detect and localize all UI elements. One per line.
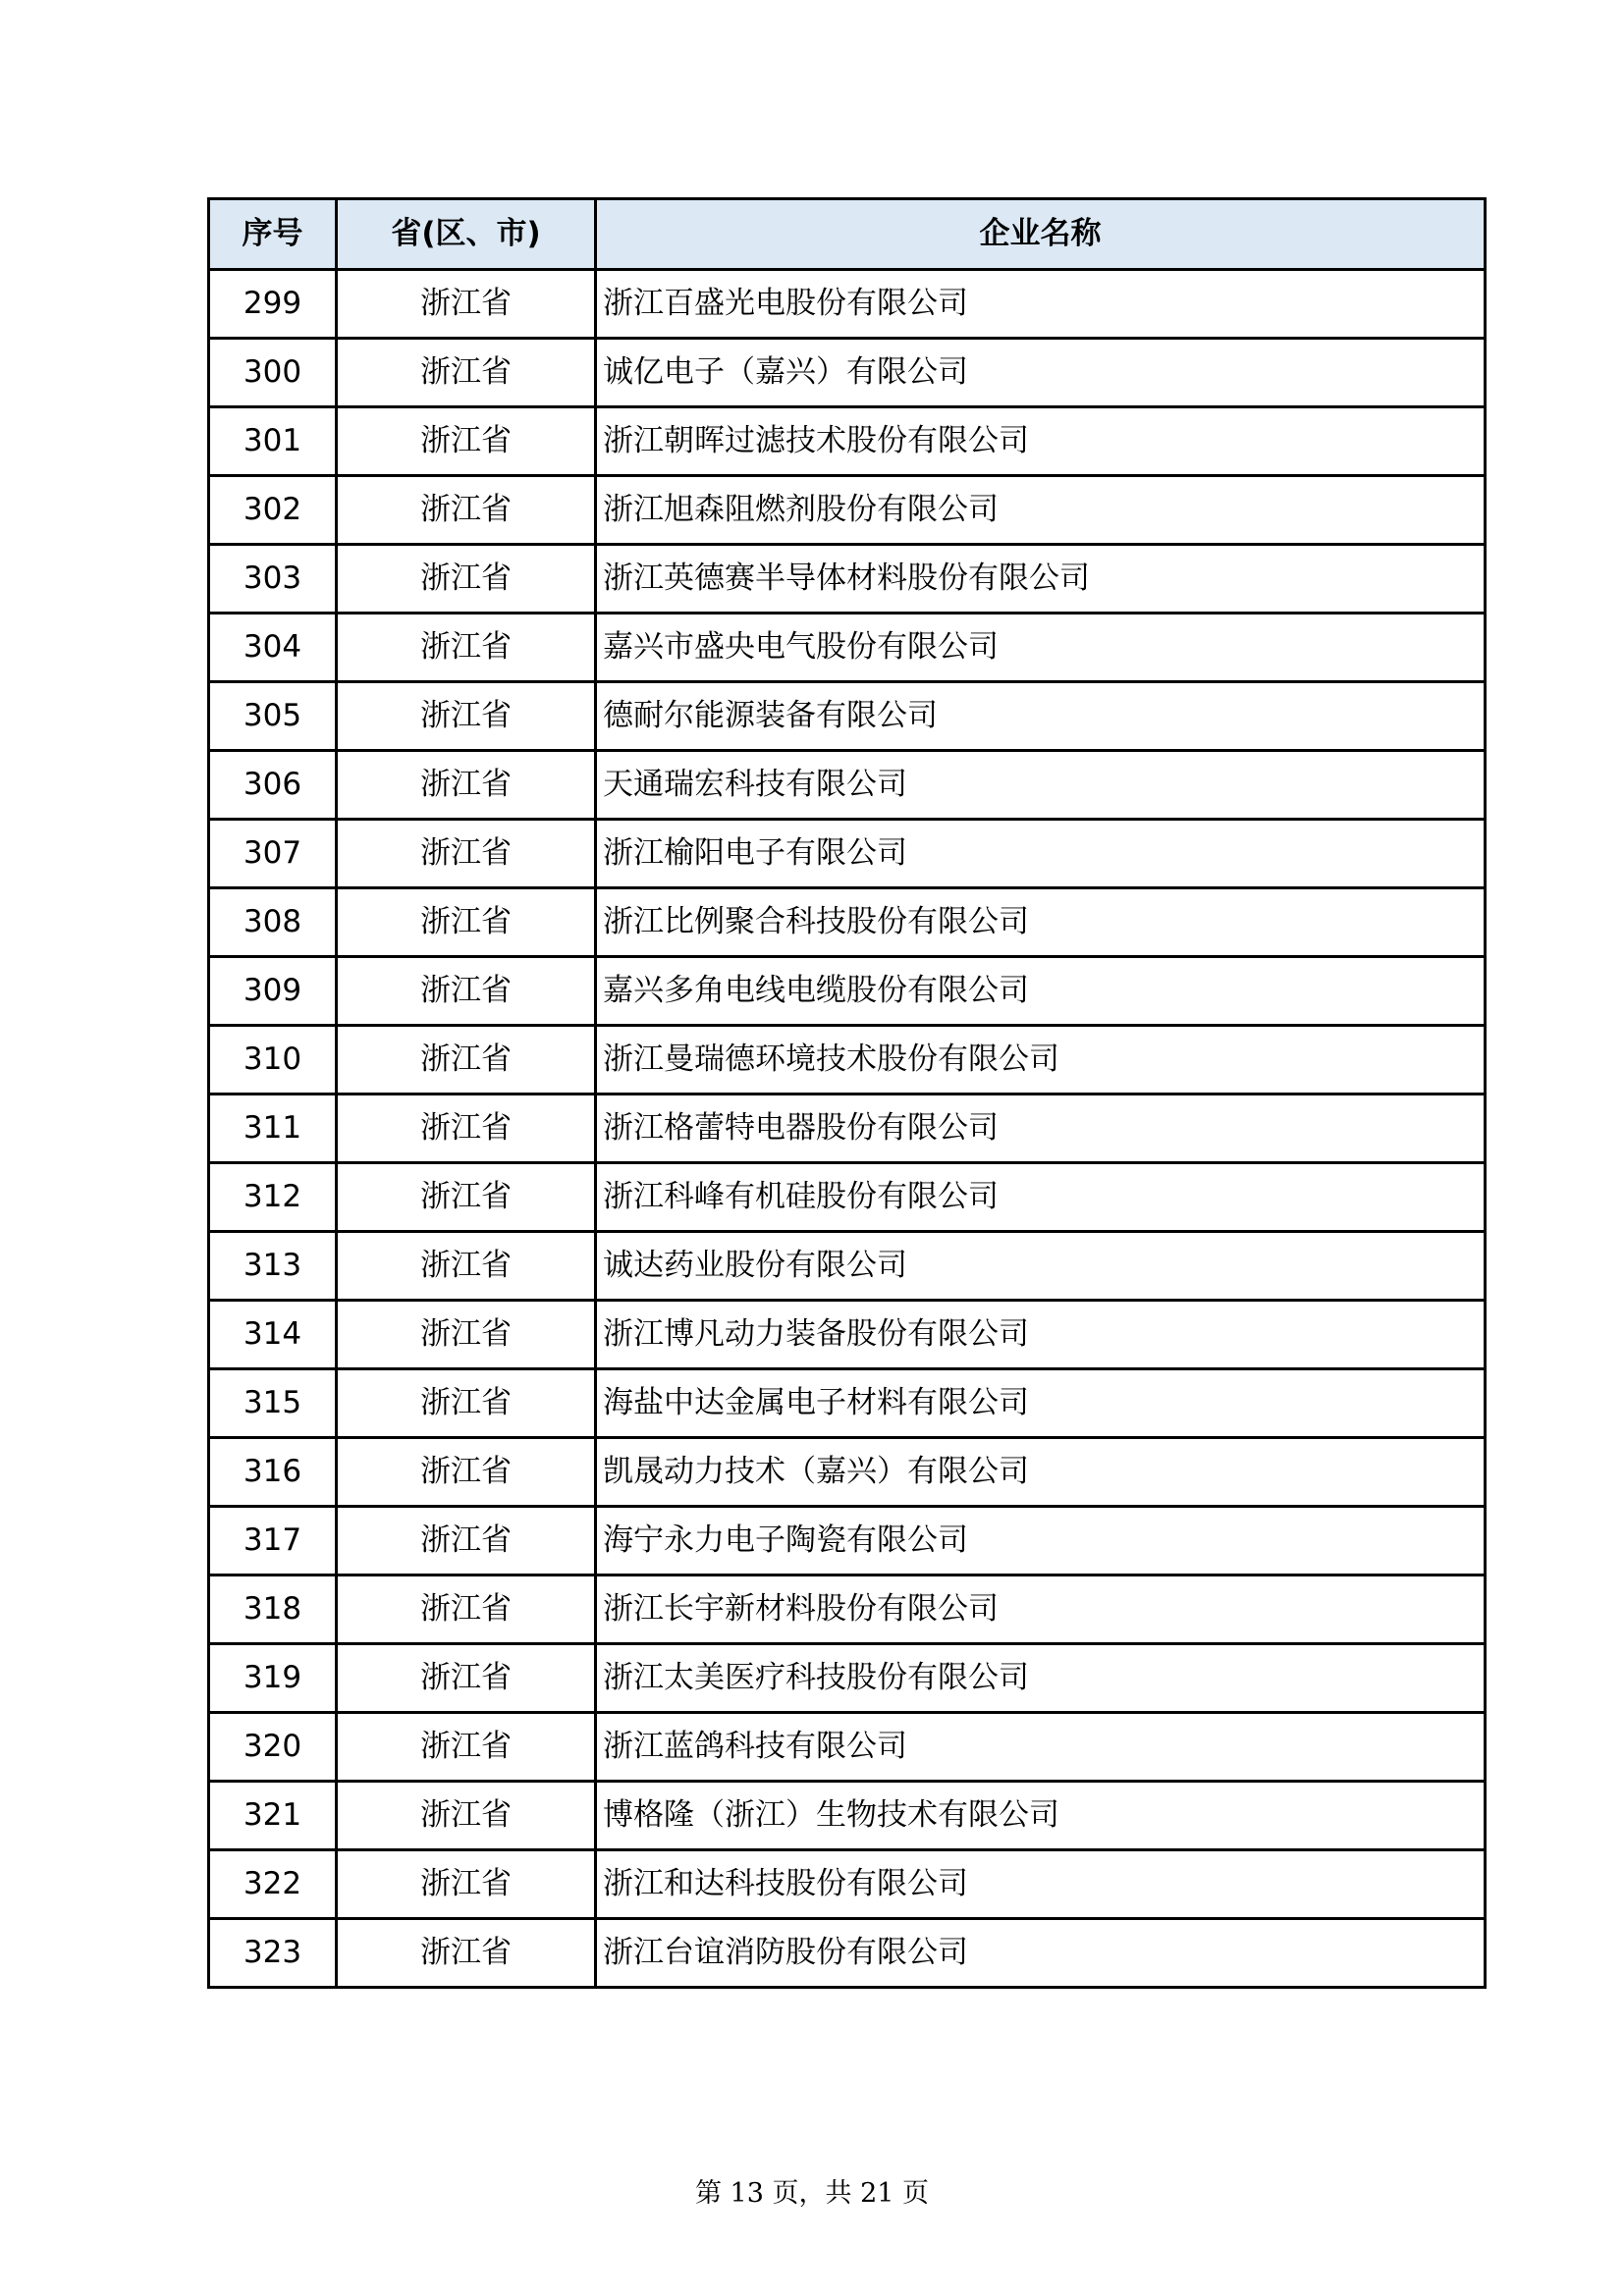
table-row	[209, 820, 1486, 888]
row-company-name: 浙江榆阳电子有限公司	[596, 820, 1486, 888]
row-company-name: 诚达药业股份有限公司	[596, 1232, 1486, 1301]
row-province: 浙江省	[337, 614, 596, 682]
table-header	[209, 199, 1486, 270]
row-company-name: 浙江朝晖过滤技术股份有限公司	[596, 407, 1486, 476]
row-company-name: 博格隆（浙江）生物技术有限公司	[596, 1782, 1486, 1850]
table-row	[209, 957, 1486, 1026]
table-row	[209, 1301, 1486, 1369]
row-province: 浙江省	[337, 1369, 596, 1438]
row-serial-number: 318	[209, 1575, 337, 1644]
row-company-name: 浙江博凡动力装备股份有限公司	[596, 1301, 1486, 1369]
row-province: 浙江省	[337, 476, 596, 545]
row-serial-number: 312	[209, 1163, 337, 1232]
enterprise-table	[207, 197, 1487, 1989]
row-company-name: 浙江蓝鸽科技有限公司	[596, 1713, 1486, 1782]
table-row	[209, 751, 1486, 820]
row-serial-number: 314	[209, 1301, 337, 1369]
row-serial-number: 304	[209, 614, 337, 682]
header-row	[209, 199, 1486, 270]
row-province: 浙江省	[337, 545, 596, 614]
row-company-name: 浙江英德赛半导体材料股份有限公司	[596, 545, 1486, 614]
row-company-name: 浙江比例聚合科技股份有限公司	[596, 888, 1486, 957]
row-province: 浙江省	[337, 1163, 596, 1232]
table-row	[209, 1919, 1486, 1988]
table-row	[209, 545, 1486, 614]
row-province: 浙江省	[337, 1575, 596, 1644]
table-row	[209, 1369, 1486, 1438]
row-province: 浙江省	[337, 270, 596, 339]
table-body	[209, 270, 1486, 1988]
table-row	[209, 1026, 1486, 1095]
row-company-name: 浙江太美医疗科技股份有限公司	[596, 1644, 1486, 1713]
row-province: 浙江省	[337, 682, 596, 751]
row-company-name: 浙江曼瑞德环境技术股份有限公司	[596, 1026, 1486, 1095]
table-row	[209, 614, 1486, 682]
row-serial-number: 317	[209, 1507, 337, 1575]
row-province: 浙江省	[337, 820, 596, 888]
header-company-name: 企业名称	[596, 199, 1486, 270]
row-serial-number: 305	[209, 682, 337, 751]
row-serial-number: 319	[209, 1644, 337, 1713]
table-row	[209, 682, 1486, 751]
row-province: 浙江省	[337, 1782, 596, 1850]
row-company-name: 浙江格蕾特电器股份有限公司	[596, 1095, 1486, 1163]
table-row	[209, 1163, 1486, 1232]
row-company-name: 海宁永力电子陶瓷有限公司	[596, 1507, 1486, 1575]
row-serial-number: 316	[209, 1438, 337, 1507]
table-row	[209, 270, 1486, 339]
row-company-name: 诚亿电子（嘉兴）有限公司	[596, 339, 1486, 407]
row-province: 浙江省	[337, 1919, 596, 1988]
row-serial-number: 308	[209, 888, 337, 957]
row-province: 浙江省	[337, 339, 596, 407]
row-serial-number: 307	[209, 820, 337, 888]
table-row	[209, 1644, 1486, 1713]
row-company-name: 浙江百盛光电股份有限公司	[596, 270, 1486, 339]
row-company-name: 嘉兴多角电线电缆股份有限公司	[596, 957, 1486, 1026]
table-row	[209, 1438, 1486, 1507]
row-company-name: 浙江旭森阻燃剂股份有限公司	[596, 476, 1486, 545]
row-serial-number: 300	[209, 339, 337, 407]
row-serial-number: 321	[209, 1782, 337, 1850]
row-company-name: 德耐尔能源装备有限公司	[596, 682, 1486, 751]
table-row	[209, 1575, 1486, 1644]
row-province: 浙江省	[337, 1507, 596, 1575]
row-company-name: 海盐中达金属电子材料有限公司	[596, 1369, 1486, 1438]
row-province: 浙江省	[337, 751, 596, 820]
row-serial-number: 299	[209, 270, 337, 339]
row-serial-number: 310	[209, 1026, 337, 1095]
row-serial-number: 315	[209, 1369, 337, 1438]
table-row	[209, 1782, 1486, 1850]
table-row	[209, 476, 1486, 545]
row-province: 浙江省	[337, 1438, 596, 1507]
row-province: 浙江省	[337, 1026, 596, 1095]
row-company-name: 浙江长宇新材料股份有限公司	[596, 1575, 1486, 1644]
table-row	[209, 339, 1486, 407]
header-province: 省(区、市)	[337, 199, 596, 270]
table-row	[209, 1095, 1486, 1163]
row-serial-number: 311	[209, 1095, 337, 1163]
row-company-name: 嘉兴市盛央电气股份有限公司	[596, 614, 1486, 682]
row-province: 浙江省	[337, 1850, 596, 1919]
row-province: 浙江省	[337, 407, 596, 476]
row-serial-number: 320	[209, 1713, 337, 1782]
table-row	[209, 888, 1486, 957]
row-serial-number: 309	[209, 957, 337, 1026]
row-province: 浙江省	[337, 1301, 596, 1369]
row-province: 浙江省	[337, 1713, 596, 1782]
row-company-name: 浙江台谊消防股份有限公司	[596, 1919, 1486, 1988]
row-serial-number: 306	[209, 751, 337, 820]
row-serial-number: 323	[209, 1919, 337, 1988]
table-row	[209, 407, 1486, 476]
row-province: 浙江省	[337, 1232, 596, 1301]
row-serial-number: 302	[209, 476, 337, 545]
row-province: 浙江省	[337, 1095, 596, 1163]
row-province: 浙江省	[337, 1644, 596, 1713]
table-row	[209, 1507, 1486, 1575]
header-serial-number: 序号	[209, 199, 337, 270]
row-company-name: 天通瑞宏科技有限公司	[596, 751, 1486, 820]
table-row	[209, 1232, 1486, 1301]
table-row	[209, 1850, 1486, 1919]
row-serial-number: 313	[209, 1232, 337, 1301]
row-company-name: 浙江和达科技股份有限公司	[596, 1850, 1486, 1919]
row-serial-number: 322	[209, 1850, 337, 1919]
row-serial-number: 303	[209, 545, 337, 614]
row-province: 浙江省	[337, 888, 596, 957]
page-footer: 第 13 页，共 21 页	[694, 2178, 930, 2209]
row-company-name: 浙江科峰有机硅股份有限公司	[596, 1163, 1486, 1232]
table-row	[209, 1713, 1486, 1782]
row-serial-number: 301	[209, 407, 337, 476]
row-province: 浙江省	[337, 957, 596, 1026]
row-company-name: 凯晟动力技术（嘉兴）有限公司	[596, 1438, 1486, 1507]
